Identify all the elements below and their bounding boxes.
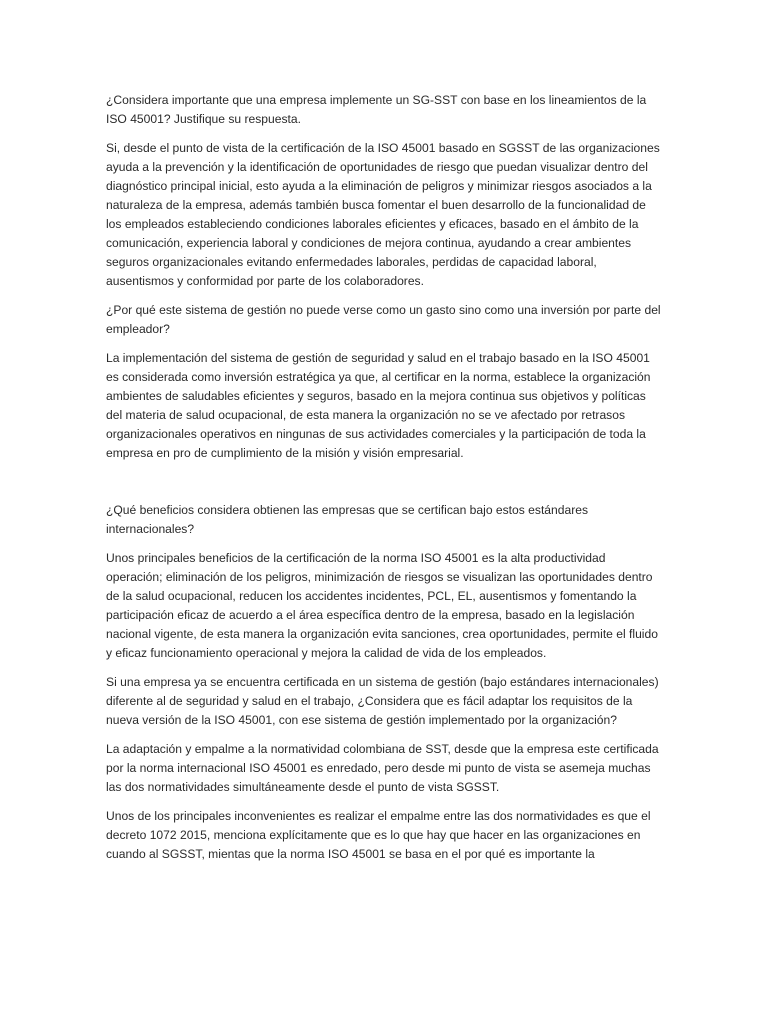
question-paragraph: Si una empresa ya se encuentra certificada en un sistema de gestión (bajo estándares internacionales) diferente al de seguridad y salud en el trabajo, ¿Considera que es fácil adaptar los requisitos de la nueva versión de la ISO 45001, con ese sistema de gestión implementado por la organización? — [106, 675, 659, 727]
answer-paragraph: La implementación del sistema de gestión de seguridad y salud en el trabajo basado en la ISO 45001 es considerada como inversión estratégica ya que, al certificar en la norma, establece la organización ambientes de saludables eficientes y seguros, basado en la mejora continua sus objetivos y políticas del materia de salud ocupacional, de esta manera la organización no se ve afectado por retrasos organizacionales operativos en ningunas de sus actividades comerciales y la participación de toda la empresa en pro de cumplimiento de la misión y visión empresarial. — [106, 351, 651, 460]
question-paragraph: ¿Considera importante que una empresa implemente un SG-SST con base en los lineamientos de la ISO 45001? Justifique su respuesta. — [106, 93, 647, 126]
document-body — [106, 91, 662, 874]
answer-paragraph: La adaptación y empalme a la normatividad colombiana de SST, desde que la empresa este certificada por la norma internacional ISO 45001 es enredado, pero desde mi punto de vista se asemeja muchas las dos normatividades simultáneamente desde el punto de vista SGSST. — [106, 742, 659, 794]
question-paragraph: ¿Por qué este sistema de gestión no puede verse como un gasto sino como una inversión por parte del empleador? — [106, 303, 661, 336]
answer-paragraph: Si, desde el punto de vista de la certificación de la ISO 45001 basado en SGSST de las organizaciones ayuda a la prevención y la identificación de oportunidades de riesgo que puedan visualizar dentro del diagnóstico principal inicial, esto ayuda a la eliminación de peligros y minimizar riesgos asociados a la naturaleza de la empresa, además también busca fomentar el buen desarrollo de la funcionalidad de los empleados estableciendo condiciones laborales eficientes y eficaces, basado en el ámbito de la comunicación, experiencia laboral y condiciones de mejora continua, ayudando a crear ambientes seguros organizacionales evitando enfermedades laborales, perdidas de capacidad laboral, ausentismos y conformidad por parte de los colaboradores. — [106, 141, 660, 288]
answer-paragraph: Unos principales beneficios de la certificación de la norma ISO 45001 es la alta productividad operación; eliminación de los peligros, minimización de riesgos se visualizan las oportunidades dentro de la salud ocupacional, reducen los accidentes incidentes, PCL, EL, ausentismos y fomentando la participación eficaz de acuerdo a el área específica dentro de la empresa, basado en la legislación nacional vigente, de esta manera la organización evita sanciones, crea oportunidades, permite el fluido y eficaz funcionamiento operacional y mejora la calidad de vida de los empleados. — [106, 551, 658, 660]
answer-paragraph: Unos de los principales inconvenientes es realizar el empalme entre las dos normatividades es que el decreto 1072 2015, menciona explícitamente que es lo que hay que hacer en las organizaciones en cuando al SGSST, mientas que la norma ISO 45001 se basa en el por qué es importante la — [106, 809, 651, 861]
question-paragraph: ¿Qué beneficios considera obtienen las empresas que se certifican bajo estos estándares internacionales? — [106, 503, 589, 536]
